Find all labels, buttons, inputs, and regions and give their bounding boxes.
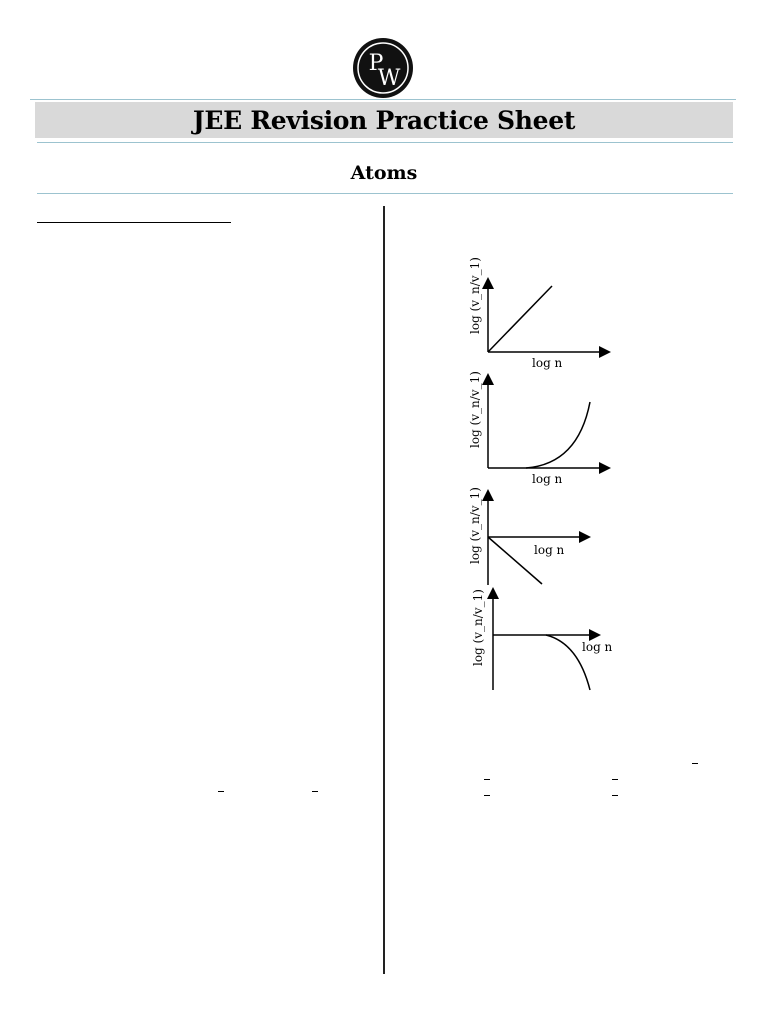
fraction-bar — [612, 795, 618, 796]
graph-4-ylabel: log (v_n/v_1) — [471, 589, 485, 666]
graph-3-xlabel: log n — [534, 543, 565, 557]
fraction-bar — [312, 791, 318, 792]
column-divider — [383, 206, 385, 974]
page-subtitle: Atoms — [350, 162, 418, 184]
fraction-bar — [218, 791, 224, 792]
graph-straight-decreasing — [468, 487, 618, 594]
graph-2-xlabel: log n — [532, 472, 563, 486]
fraction-bar — [692, 763, 698, 764]
fraction-bar — [484, 795, 490, 796]
graph-2-curve — [526, 402, 590, 468]
top-rule — [30, 99, 736, 100]
graph-1-ylabel: log (v_n/v_1) — [468, 257, 482, 334]
fraction-bar — [484, 779, 490, 780]
pw-logo-icon — [352, 37, 414, 99]
title-bar — [35, 102, 733, 138]
logo-letter-p: P — [368, 51, 384, 76]
graph-4-xlabel: log n — [582, 640, 613, 654]
fraction-bar — [612, 779, 618, 780]
logo-letter-w: W — [377, 66, 401, 91]
page-title: JEE Revision Practice Sheet — [192, 105, 576, 135]
graph-straight-increasing — [468, 257, 618, 377]
subtitle-rule — [37, 193, 733, 194]
graph-1-xlabel: log n — [532, 356, 563, 370]
graph-curve-increasing — [468, 371, 618, 493]
graph-3-ylabel: log (v_n/v_1) — [468, 487, 482, 564]
graph-curve-decreasing — [468, 588, 618, 697]
graph-1-line — [488, 286, 552, 352]
title-rule — [37, 142, 733, 143]
graph-2-ylabel: log (v_n/v_1) — [468, 371, 482, 448]
section-underline — [37, 222, 231, 223]
